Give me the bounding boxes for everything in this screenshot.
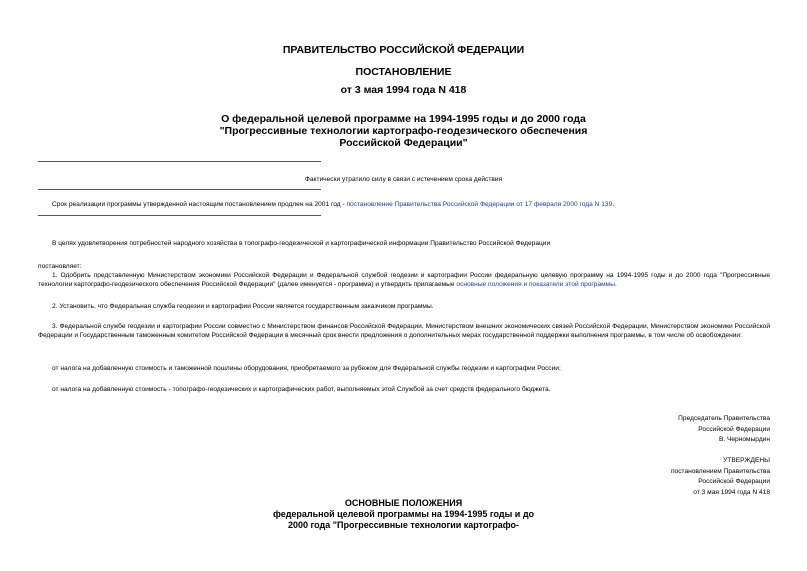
paragraph-2: 2. Установить, что Федеральная служба геодезии и картографии России является государственным заказчиком программы. — [52, 303, 434, 310]
extension-link[interactable]: постановление Правительства Российской Федерации от 17 февраля 2000 года N 139 — [346, 201, 613, 208]
signature-position-1: Председатель Правительства — [678, 415, 770, 422]
government-heading: ПРАВИТЕЛЬСТВО РОССИЙСКОЙ ФЕДЕРАЦИИ — [282, 44, 525, 56]
signature-position-2: Российской Федерации — [698, 425, 770, 433]
annex-title-line-3: 2000 года "Прогрессивные технологии картографо- — [288, 520, 519, 530]
separator-rule — [38, 189, 321, 190]
main-provisions-link[interactable]: основные положения и показатели этой программы — [456, 281, 615, 289]
doc-title-line-3: Российской Федерации" — [339, 137, 468, 149]
signature-name: В. Черномырдин — [718, 436, 770, 444]
paragraph-1-text: 1. Одобрить представленную Министерством экономики Российской Федерации и Федеральной службой геодезии и картографии России федеральную целевую программу на 1994-1995 годы и до 2000 года "Прогрессивные технологии картографо-геодезического обеспечения Российской Федерации" (далее именуется - программа) и утвердить прилагаемые — [38, 272, 770, 289]
extension-text: Срок реализации программы утвержденной настоящим постановлением продлен на 2001 год - — [52, 201, 347, 208]
doc-title-line-1: О федеральной целевой программе на 1994-1995 годы и до 2000 года — [221, 113, 586, 125]
annex-title-line-1: ОСНОВНЫЕ ПОЛОЖЕНИЯ — [344, 498, 463, 508]
approval-by: постановлением Правительства — [670, 467, 770, 475]
paragraph-4: от налога на добавленную стоимость и таможенной пошлины оборудования, приобретаемого за рубежом для Федеральной службы геодезии и картографии России; — [52, 365, 561, 372]
intro-paragraph: В целях удовлетворения потребностей народного хозяйства в топографо-геодезической и картографической информации Правительство Российской Федерации — [52, 240, 551, 247]
paragraph-3: 3. Федеральной службе геодезии и картографии России совместно с Министерством финансов Российской Федерации, Министерством внешних экономических связей Российской Федерации, Министерством экономики Российской Федерации и Государственным таможенным комитетом Российской Федерации в месячный срок внести предложения о дополнительных мерах государственной поддержки выполнения программы, в том числе об освобождении: — [38, 323, 770, 340]
approval-word: УТВЕРЖДЕНЫ — [723, 457, 770, 464]
approval-country: Российской Федерации — [698, 478, 770, 486]
doc-type-heading: ПОСТАНОВЛЕНИЕ — [355, 66, 452, 78]
doc-title-line-2: "Прогрессивные технологии картографо-геодезического обеспечения — [219, 125, 588, 137]
extension-note — [52, 200, 772, 209]
lost-force-note: Фактически утратило силу в связи с истечением срока действия — [304, 176, 503, 183]
doc-date-number: от 3 мая 1994 года N 418 — [340, 84, 467, 96]
approval-date: от 3 мая 1994 года N 418 — [693, 488, 770, 496]
paragraph-5: от налога на добавленную стоимость - топографо-геодезических и картографических работ, выполняемых этой Службой за счет средств федерального бюджета. — [52, 386, 551, 393]
paragraph-1 — [38, 271, 770, 290]
paragraph-1-end: . — [614, 281, 617, 289]
extension-end: . — [612, 201, 615, 208]
decree-word: постановляет: — [38, 263, 82, 270]
signature-block — [678, 414, 770, 446]
approval-block — [671, 456, 770, 498]
annex-title-line-2: федеральной целевой программы на 1994-1995 годы и до — [272, 509, 535, 519]
separator-rule — [38, 161, 321, 162]
separator-rule — [38, 215, 321, 216]
